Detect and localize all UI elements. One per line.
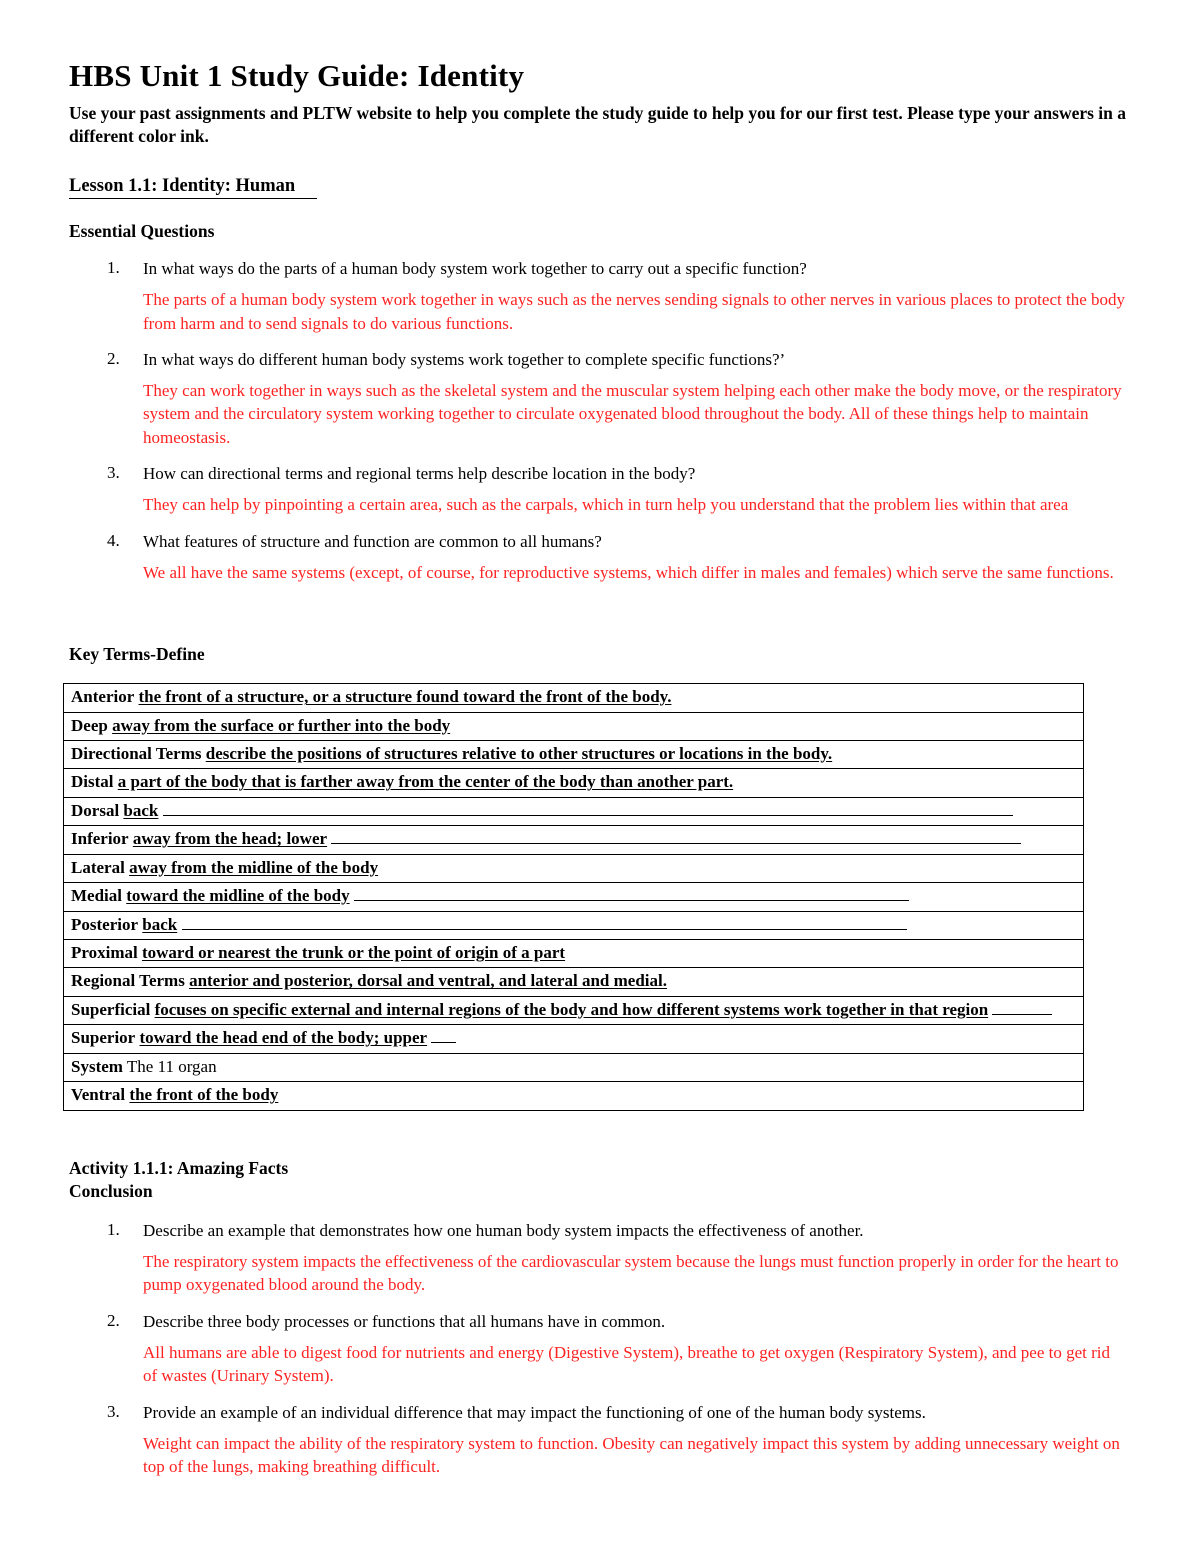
- question-text: How can directional terms and regional terms help describe location in the body?: [143, 464, 696, 484]
- term-definition: toward the midline of the body: [126, 886, 350, 906]
- term-definition: the front of a structure, or a structure found toward the front of the body.: [138, 687, 672, 707]
- question-number: 1.: [107, 258, 120, 278]
- term-definition: toward or nearest the trunk or the point of origin of a part: [141, 943, 566, 963]
- activity-heading: Activity 1.1.1: Amazing Facts: [69, 1157, 289, 1178]
- question-number: 1.: [107, 1219, 120, 1239]
- section-spacer: [69, 1111, 1128, 1157]
- question-text: Describe an example that demonstrates how one human body system impacts the effectiveness of another.: [143, 1220, 864, 1240]
- question-number: 2.: [107, 349, 120, 369]
- blank-fill-line: [163, 803, 1013, 816]
- intro-paragraph: Use your past assignments and PLTW website to help you complete the study guide to help you for our first test. Please type your answers in a different color ink.: [69, 103, 1127, 147]
- document-title: HBS Unit 1 Study Guide: Identity: [69, 58, 525, 93]
- term-label: Deep: [71, 715, 108, 735]
- term-row: [64, 912, 1083, 940]
- question-number: 3.: [107, 1401, 120, 1421]
- term-label: Superficial: [71, 999, 151, 1019]
- question-text: Describe three body processes or functions that all humans have in common.: [143, 1311, 666, 1331]
- blank-fill-line: [992, 1002, 1052, 1015]
- answer-text: Weight can impact the ability of the respiratory system to function. Obesity can negatively impact this system by adding unnecessary weight on top of the lungs, making breathing difficult.: [143, 1433, 1120, 1476]
- question-number: 3.: [107, 463, 120, 483]
- term-definition: The 11 organ: [126, 1056, 217, 1076]
- term-label: Medial: [71, 886, 122, 906]
- question-number: 4.: [107, 530, 120, 550]
- blank-fill-line: [431, 1030, 456, 1043]
- question-item: [69, 349, 1128, 449]
- question-body: [143, 349, 1128, 449]
- term-row: [64, 855, 1083, 883]
- blank-fill-line: [331, 831, 1021, 844]
- term-row: [64, 997, 1083, 1025]
- question-text: Provide an example of an individual difference that may impact the functioning of one of the human body systems.: [143, 1402, 926, 1422]
- term-definition: away from the surface or further into the body: [112, 715, 451, 735]
- term-row: [64, 713, 1083, 741]
- answer-text: They can help by pinpointing a certain area, such as the carpals, which in turn help you understand that the problem lies within that area: [143, 495, 1069, 515]
- term-definition: a part of the body that is farther away from the center of the body than another part.: [117, 772, 734, 792]
- term-definition: back: [123, 800, 159, 820]
- question-text: What features of structure and function are common to all humans?: [143, 531, 602, 551]
- question-body: [143, 1220, 1128, 1297]
- term-label: Posterior: [71, 914, 139, 934]
- essential-questions-list: [69, 258, 1128, 584]
- term-row: [64, 684, 1083, 712]
- blank-fill-line: [354, 888, 909, 901]
- term-label: Directional Terms: [71, 743, 202, 763]
- term-label: Regional Terms: [71, 971, 185, 991]
- term-row: [64, 940, 1083, 968]
- lesson-heading: Lesson 1.1: Identity: Human: [69, 176, 317, 199]
- term-definition: away from the midline of the body: [129, 857, 379, 877]
- term-row: [64, 798, 1083, 826]
- answer-text: We all have the same systems (except, of course, for reproductive systems, which differ in males and females) which serve the same functions.: [143, 562, 1114, 582]
- term-label: Proximal: [71, 943, 138, 963]
- term-definition: focuses on specific external and internal regions of the body and how different systems work together in that region: [154, 999, 989, 1019]
- term-row: [64, 1082, 1083, 1109]
- term-label: Superior: [71, 1028, 136, 1048]
- term-label: Ventral: [71, 1085, 126, 1105]
- term-label: Anterior: [71, 687, 135, 707]
- activity-heading-block: [69, 1157, 1128, 1204]
- term-row: [64, 883, 1083, 911]
- question-body: [143, 1311, 1128, 1388]
- term-row: [64, 1025, 1083, 1053]
- question-text: In what ways do different human body systems work together to complete specific functions?’: [143, 350, 786, 370]
- question-item: [69, 1311, 1128, 1388]
- question-text: In what ways do the parts of a human body system work together to carry out a specific function?: [143, 259, 807, 279]
- question-body: [143, 531, 1128, 584]
- term-row: [64, 741, 1083, 769]
- conclusion-heading: Conclusion: [69, 1181, 153, 1202]
- essential-questions-heading: Essential Questions: [69, 221, 215, 242]
- key-terms-heading: Key Terms-Define: [69, 644, 205, 665]
- question-body: [143, 463, 1128, 516]
- question-item: [69, 531, 1128, 584]
- term-label: Lateral: [71, 857, 125, 877]
- blank-fill-line: [182, 917, 907, 930]
- term-label: Inferior: [71, 829, 129, 849]
- term-definition: back: [142, 914, 178, 934]
- question-item: [69, 1220, 1128, 1297]
- term-label: Dorsal: [71, 800, 120, 820]
- question-item: [69, 463, 1128, 516]
- term-definition: anterior and posterior, dorsal and ventral, and lateral and medial.: [189, 971, 667, 991]
- term-definition: the front of the body: [129, 1085, 279, 1105]
- answer-text: They can work together in ways such as the skeletal system and the muscular system helping each other make the body move, or the respiratory system and the circulatory system working together to circulate oxygenated blood throughout the body. All of these things help to maintain homeostasis.: [143, 380, 1122, 447]
- term-definition: away from the head; lower: [132, 829, 328, 849]
- term-row: [64, 968, 1083, 996]
- conclusion-questions-list: [69, 1220, 1128, 1479]
- term-label: Distal: [71, 772, 114, 792]
- key-terms-table: [63, 683, 1084, 1111]
- term-row: [64, 1054, 1083, 1082]
- answer-text: The respiratory system impacts the effectiveness of the cardiovascular system because the lungs must function properly in order for the heart to pump oxygenated blood around the body.: [143, 1251, 1119, 1295]
- question-number: 2.: [107, 1310, 120, 1330]
- term-definition: describe the positions of structures relative to other structures or locations in the body.: [205, 743, 833, 763]
- term-definition: toward the head end of the body; upper: [139, 1028, 428, 1048]
- question-body: [143, 258, 1128, 335]
- term-row: [64, 769, 1083, 797]
- answer-text: All humans are able to digest food for nutrients and energy (Digestive System), breathe to get oxygen (Respiratory System), and pee to get rid of wastes (Urinary System).: [143, 1342, 1111, 1386]
- question-item: [69, 258, 1128, 335]
- term-row: [64, 826, 1083, 854]
- term-label: System: [71, 1056, 123, 1076]
- answer-text: The parts of a human body system work together in ways such as the nerves sending signals to other nerves in various places to protect the body from harm and to send signals to do various functions.: [143, 290, 1125, 333]
- question-body: [143, 1402, 1128, 1479]
- section-spacer: [69, 598, 1128, 644]
- question-item: [69, 1402, 1128, 1479]
